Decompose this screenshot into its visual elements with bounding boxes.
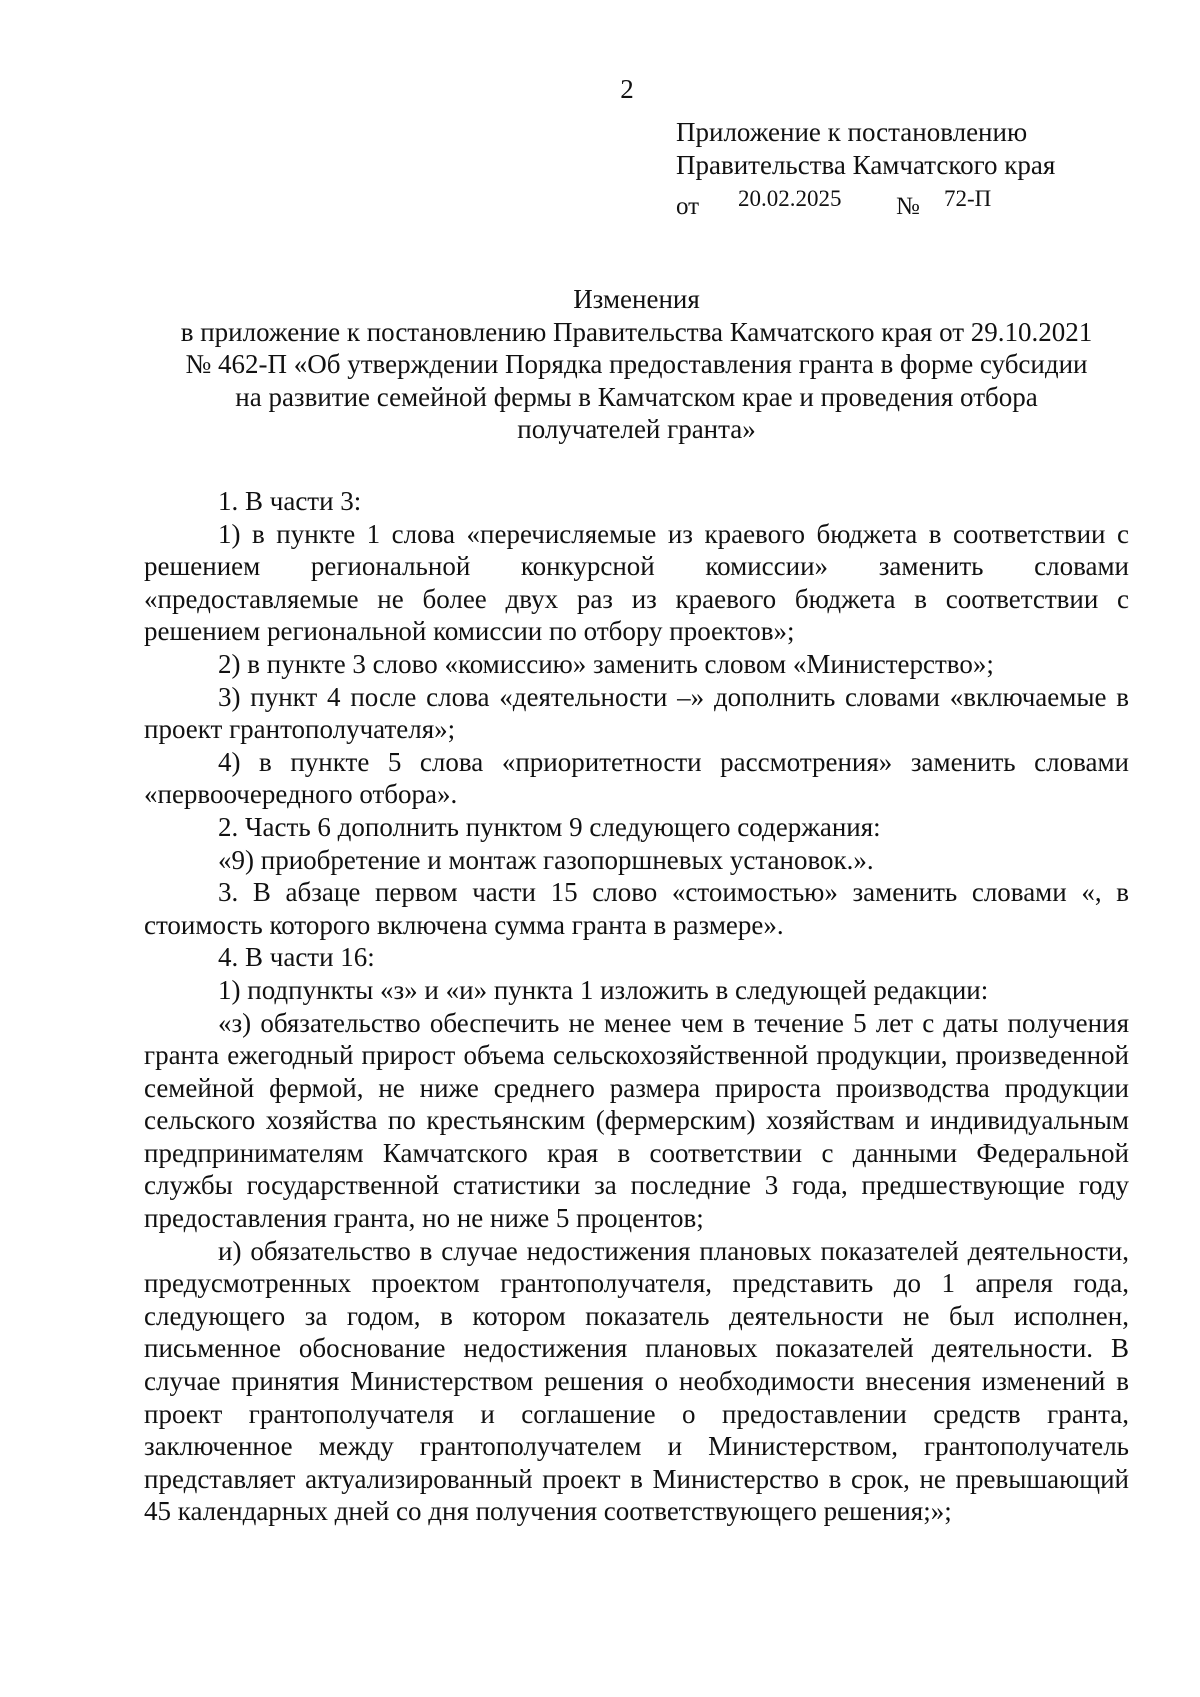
page-number: 2 xyxy=(620,74,634,104)
paragraph: «з) обязательство обеспечить не менее чем в течение 5 лет с даты получения гранта ежегодный прирост объема сельскохозяйственной продукции, произведенной семейной фермой, не ниже среднего размера прироста производства продукции сельского хозяйства по крестьянским (фермерским) хозяйствам и индивидуальным предпринимателям Камчатского края в соответствии с данными Федеральной службы государственной статистики за последние 3 года, предшествующие году предоставления гранта, но не ниже 5 процентов; xyxy=(144,1007,1129,1234)
paragraph: 1) в пункте 1 слова «перечисляемые из краевого бюджета в соответствии с решением региональной конкурсной комиссии» заменить словами «предоставляемые не более двух раз из краевого бюджета в соответствии с решением региональной комиссии по отбору проектов»; xyxy=(144,518,1129,647)
paragraph: 2. Часть 6 дополнить пунктом 9 следующего содержания: xyxy=(218,811,881,842)
paragraph: 4. В части 16: xyxy=(218,942,375,973)
paragraph: 3) пункт 4 после слова «деятельности –» дополнить словами «включаемые в проект грантополучателя»; xyxy=(144,681,1129,745)
paragraph: 1. В части 3: xyxy=(218,486,362,516)
number-sign: № xyxy=(896,193,920,220)
date-prefix: от xyxy=(676,193,700,220)
appendix-header xyxy=(676,116,1055,222)
title-line-5: получателей гранта» xyxy=(517,414,756,445)
document-body xyxy=(144,485,1129,1528)
paragraph: и) обязательство в случае недостижения плановых показателей деятельности, предусмотренных проектом грантополучателя, представить до 1 апреля года, следующего за годом, в котором показатель деятельности не был исполнен, письменное обоснование недостижения плановых показателей деятельности. В случае принятия Министерством решения о необходимости внесения изменений в проект грантополучателя и соглашение о предоставлении средств гранта, заключенное между грантополучателем и Министерством, грантополучатель представляет актуализированный проект в Министерство в срок, не превышающий 45 календарных дней со дня получения соответствующего решения;»; xyxy=(144,1235,1129,1527)
title-heading: Изменения xyxy=(573,284,700,314)
paragraph: «9) приобретение и монтаж газопоршневых установок.». xyxy=(218,844,874,875)
appendix-line-1: Приложение к постановлению xyxy=(676,117,1028,147)
appendix-line-2: Правительства Камчатского края xyxy=(676,150,1056,180)
appendix-date-number xyxy=(676,182,1055,222)
paragraph: 3. В абзаце первом части 15 слово «стоимостью» заменить словами «, в стоимость которого включена сумма гранта в размере». xyxy=(144,877,1129,940)
title-line-4: на развитие семейной фермы в Камчатском крае и проведения отбора xyxy=(235,381,1038,412)
title-line-3: № 462-П «Об утверждении Порядка предоставления гранта в форме субсидии xyxy=(185,349,1088,380)
resolution-number: 72-П xyxy=(944,186,992,211)
document-title xyxy=(144,283,1129,446)
paragraph: 1) подпункты «з» и «и» пункта 1 изложить в следующей редакции: xyxy=(218,974,989,1005)
title-line-2: в приложение к постановлению Правительства Камчатского края от 29.10.2021 xyxy=(180,316,1093,347)
resolution-date: 20.02.2025 xyxy=(738,186,842,211)
paragraph: 2) в пункте 3 слово «комиссию» заменить словом «Министерство»; xyxy=(218,648,994,679)
paragraph: 4) в пункте 5 слова «приоритетности рассмотрения» заменить словами «первоочередного отбора». xyxy=(144,746,1129,810)
